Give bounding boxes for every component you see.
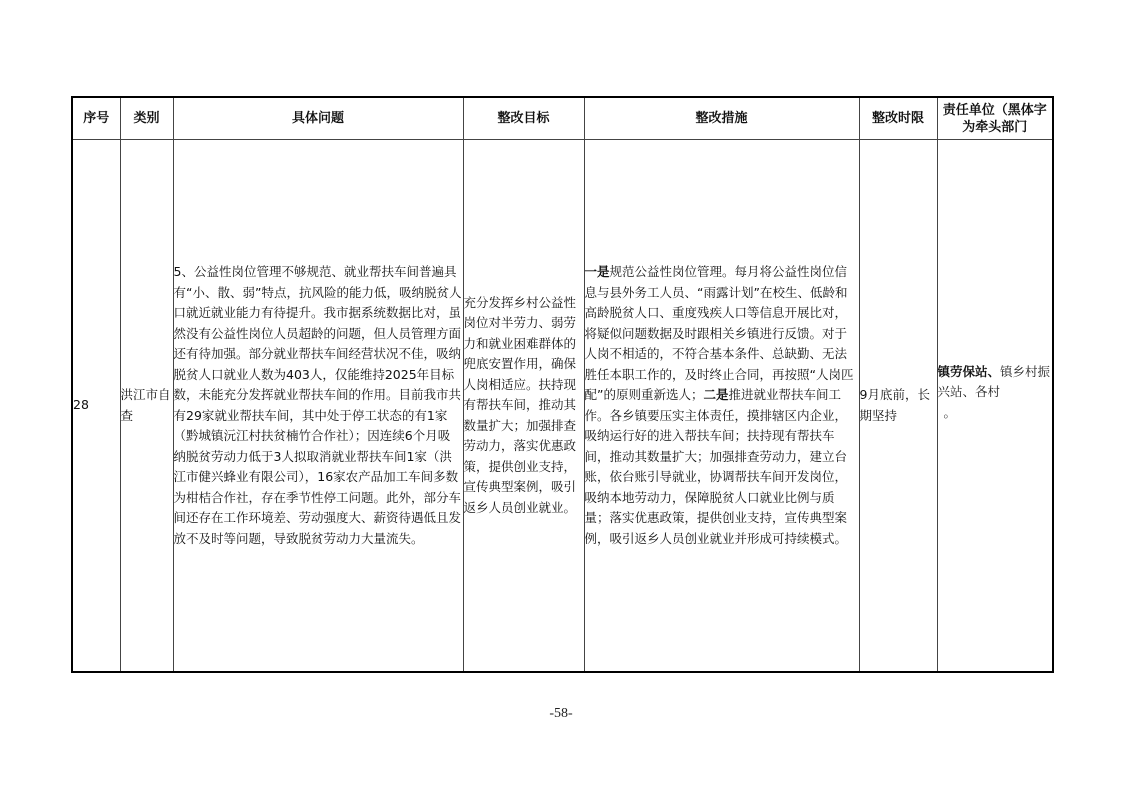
row-number: 28 xyxy=(72,140,120,673)
measure-text-2: 推进就业帮扶车间工作。各乡镇要压实主体责任，摸排辖区内企业，吸纳运行好的进入帮扶车间；扶持现有帮扶车间，推动其数量扩大；加强排查劳动力，建立台账，依台账引导就业，协调帮扶车间开发岗位，吸纳本地劳动力，保障脱贫人口就业比例与质量；落实优惠政策，提供创业支持，宣传典型案例，吸引返乡人员创业就业并形成可持续模式。 xyxy=(584,387,848,546)
header-problem: 具体问题 xyxy=(173,97,463,140)
row-deadline: 9月底前，长期坚持 xyxy=(859,140,937,673)
row-problem: 5、公益性岗位管理不够规范、就业帮扶车间普遍具有“小、散、弱”特点，抗风险的能力低，吸纳脱贫人口就近就业能力有待提升。我市据系统数据比对，虽然没有公益性岗位人员超龄的问题，但人员管理方面还有待加强。部分就业帮扶车间经营状况不佳，吸纳脱贫人口就业人数为403人，仅能维持2025年目标数，未能充分发挥就业帮扶车间的作用。目前我市共有29家就业帮扶车间，其中处于停工状态的有1家（黔城镇沅江村扶贫楠竹合作社）；因连续6个月吸纳脱贫劳动力低于3人拟取消就业帮扶车间1家（洪江市健兴蜂业有限公司），16家农产品加工车间多数为柑桔合作社，存在季节性停工问题。此外，部分车间还存在工作环境差、劳动强度大、薪资待遇低且发放不及时等问题，导致脱贫劳动力大量流失。 xyxy=(173,140,463,673)
page-number: -58- xyxy=(549,706,573,721)
rectification-table xyxy=(71,96,1054,673)
responsible-lead: 镇劳保站、 xyxy=(937,363,1001,379)
responsible-tail: 。 xyxy=(943,404,957,420)
measure-lead-2: 二是 xyxy=(703,387,729,402)
measure-lead-1: 一是 xyxy=(584,264,610,279)
header-target: 整改目标 xyxy=(463,97,584,140)
header-row xyxy=(72,97,1053,140)
header-category: 类别 xyxy=(120,97,173,140)
header-deadline: 整改时限 xyxy=(859,97,937,140)
row-target: 充分发挥乡村公益性岗位对半劳力、弱劳力和就业困难群体的兜底安置作用，确保人岗相适应。扶持现有帮扶车间，推动其数量扩大；加强排查劳动力，落实优惠政策，提供创业支持，宣传典型案例，吸引返乡人员创业就业。 xyxy=(463,140,584,673)
row-category: 洪江市自查 xyxy=(120,140,173,673)
row-responsible xyxy=(937,140,1053,673)
header-measures: 整改措施 xyxy=(584,97,859,140)
table-row xyxy=(72,140,1053,673)
responsible-others: 镇乡村振兴站、各村 xyxy=(937,363,1051,400)
header-number: 序号 xyxy=(72,97,120,140)
header-responsible: 责任单位（黑体字为牵头部门 xyxy=(937,97,1053,140)
row-measures xyxy=(584,140,859,673)
measure-text-1: 规范公益性岗位管理。每月将公益性岗位信息与县外务工人员、“雨露计划”在校生、低龄和高龄脱贫人口、重度残疾人口等信息开展比对，将疑似问题数据及时跟相关乡镇进行反馈。对于人岗不相适的，不符合基本条件、总缺勤、无法胜任本职工作的，及时终止合同，再按照“人岗匹配”的原则重新选人； xyxy=(584,264,854,402)
